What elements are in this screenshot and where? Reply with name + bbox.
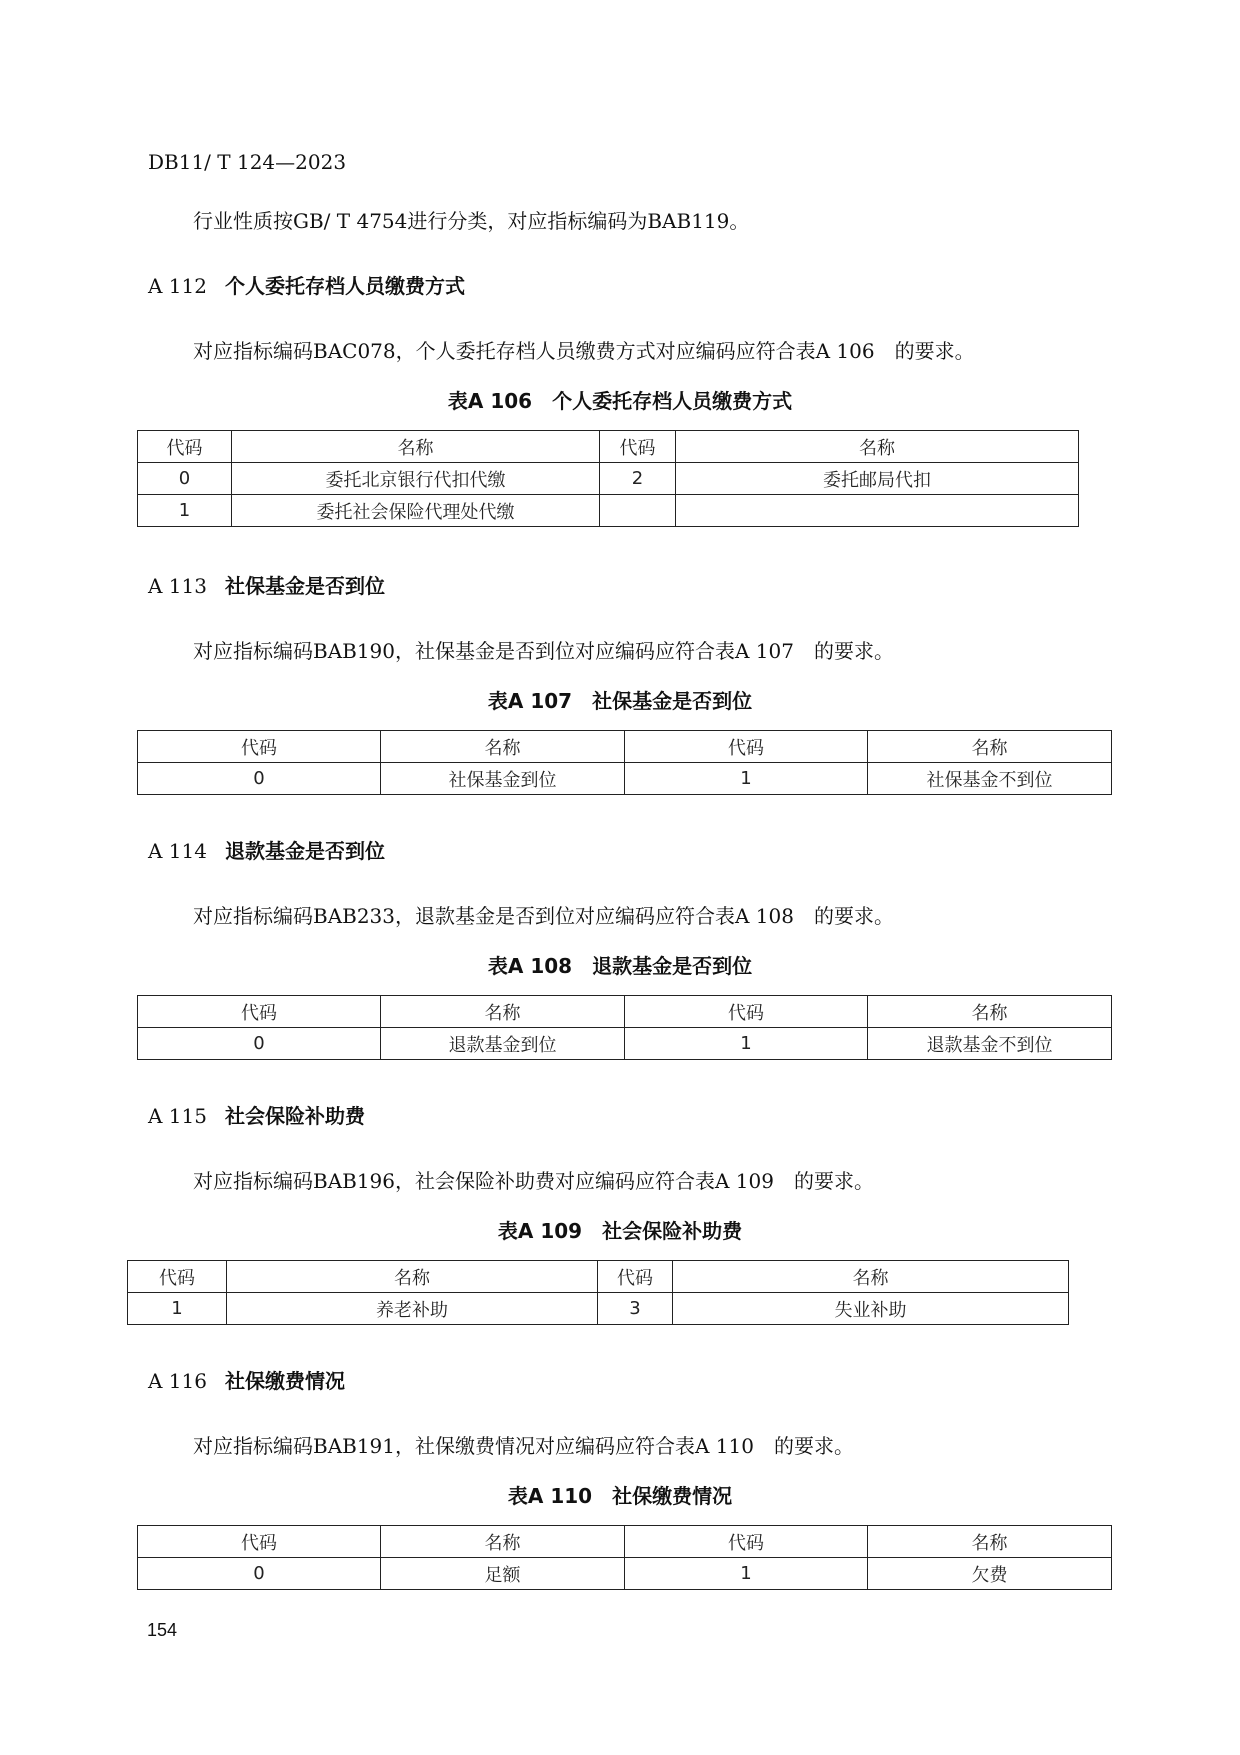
table-cell: 0 <box>138 463 232 495</box>
table-cell: 退款基金不到位 <box>868 1028 1112 1060</box>
section-title: 社保基金是否到位 <box>225 574 385 598</box>
section-number: A 116 <box>148 1369 207 1393</box>
intro-paragraph: 行业性质按GB/ T 4754进行分类，对应指标编码为BAB119。 <box>193 209 750 233</box>
section-title: 社会保险补助费 <box>225 1104 365 1128</box>
table-row <box>128 1293 1069 1325</box>
section-number: A 114 <box>148 839 207 863</box>
table-row <box>138 495 1079 527</box>
section-paragraph-a114: 对应指标编码BAB233，退款基金是否到位对应编码应符合表A 108 的要求。 <box>193 904 894 928</box>
section-heading-a114 <box>148 835 385 864</box>
section-paragraph-a116: 对应指标编码BAB191，社保缴费情况对应编码应符合表A 110 的要求。 <box>193 1434 854 1458</box>
table-cell: 足额 <box>381 1558 625 1590</box>
header-cell: 名称 <box>227 1261 598 1293</box>
section-paragraph-a115: 对应指标编码BAB196，社会保险补助费对应编码应符合表A 109 的要求。 <box>193 1169 874 1193</box>
table-cell: 1 <box>138 495 232 527</box>
table-header-row <box>138 1526 1112 1558</box>
header-cell: 代码 <box>625 996 868 1028</box>
table-cell: 委托社会保险代理处代缴 <box>232 495 600 527</box>
table-cell: 0 <box>138 1558 381 1590</box>
table-cell: 1 <box>625 1558 868 1590</box>
table-cell: 1 <box>625 1028 868 1060</box>
header-cell: 名称 <box>232 431 600 463</box>
table-caption-a110: 表A 110 社保缴费情况 <box>507 1484 733 1508</box>
table-cell: 社保基金不到位 <box>868 763 1112 795</box>
header-cell: 名称 <box>676 431 1079 463</box>
table-cell: 社保基金到位 <box>381 763 625 795</box>
header-cell: 名称 <box>381 996 625 1028</box>
table-header-row <box>128 1261 1069 1293</box>
table-caption-a107: 表A 107 社保基金是否到位 <box>487 689 753 713</box>
header-cell: 代码 <box>625 731 868 763</box>
header-cell: 代码 <box>600 431 676 463</box>
header-cell: 名称 <box>381 731 625 763</box>
table-cell <box>600 495 676 527</box>
table-header-row <box>138 731 1112 763</box>
table-row <box>138 463 1079 495</box>
table-cell: 1 <box>625 763 868 795</box>
section-paragraph-a112: 对应指标编码BAC078，个人委托存档人员缴费方式对应编码应符合表A 106 的要求。 <box>193 339 975 363</box>
header-cell: 代码 <box>138 996 381 1028</box>
document-code: DB11/ T 124—2023 <box>148 150 347 174</box>
header-cell: 名称 <box>381 1526 625 1558</box>
section-heading-a112 <box>148 270 465 299</box>
table-cell: 0 <box>138 763 381 795</box>
header-cell: 代码 <box>138 431 232 463</box>
header-cell: 名称 <box>868 996 1112 1028</box>
table-cell: 2 <box>600 463 676 495</box>
table-row <box>138 1028 1112 1060</box>
table-row <box>138 1558 1112 1590</box>
table-cell: 退款基金到位 <box>381 1028 625 1060</box>
header-cell: 名称 <box>673 1261 1069 1293</box>
section-number: A 112 <box>148 274 207 298</box>
table-cell: 失业补助 <box>673 1293 1069 1325</box>
table-a109 <box>127 1260 1069 1325</box>
table-cell: 1 <box>128 1293 227 1325</box>
section-heading-a116 <box>148 1365 345 1394</box>
section-title: 退款基金是否到位 <box>225 839 385 863</box>
section-title: 个人委托存档人员缴费方式 <box>225 274 465 298</box>
table-header-row <box>138 996 1112 1028</box>
section-heading-a113 <box>148 570 385 599</box>
section-title: 社保缴费情况 <box>225 1369 345 1393</box>
header-cell: 代码 <box>625 1526 868 1558</box>
table-cell: 委托邮局代扣 <box>676 463 1079 495</box>
table-cell <box>676 495 1079 527</box>
section-number: A 113 <box>148 574 207 598</box>
page-number: 154 <box>147 1620 178 1640</box>
table-cell: 欠费 <box>868 1558 1112 1590</box>
table-a106 <box>137 430 1079 527</box>
table-a107 <box>137 730 1112 795</box>
header-cell: 名称 <box>868 1526 1112 1558</box>
table-caption-a106: 表A 106 个人委托存档人员缴费方式 <box>447 389 793 413</box>
header-cell: 代码 <box>138 1526 381 1558</box>
header-cell: 名称 <box>868 731 1112 763</box>
table-header-row <box>138 431 1079 463</box>
section-heading-a115 <box>148 1100 365 1129</box>
table-caption-a108: 表A 108 退款基金是否到位 <box>487 954 753 978</box>
table-cell: 0 <box>138 1028 381 1060</box>
header-cell: 代码 <box>598 1261 673 1293</box>
header-cell: 代码 <box>128 1261 227 1293</box>
table-cell: 3 <box>598 1293 673 1325</box>
section-number: A 115 <box>148 1104 207 1128</box>
table-row <box>138 763 1112 795</box>
table-a108 <box>137 995 1112 1060</box>
table-cell: 委托北京银行代扣代缴 <box>232 463 600 495</box>
table-cell: 养老补助 <box>227 1293 598 1325</box>
table-a110 <box>137 1525 1112 1590</box>
table-caption-a109: 表A 109 社会保险补助费 <box>497 1219 743 1243</box>
header-cell: 代码 <box>138 731 381 763</box>
section-paragraph-a113: 对应指标编码BAB190，社保基金是否到位对应编码应符合表A 107 的要求。 <box>193 639 894 663</box>
